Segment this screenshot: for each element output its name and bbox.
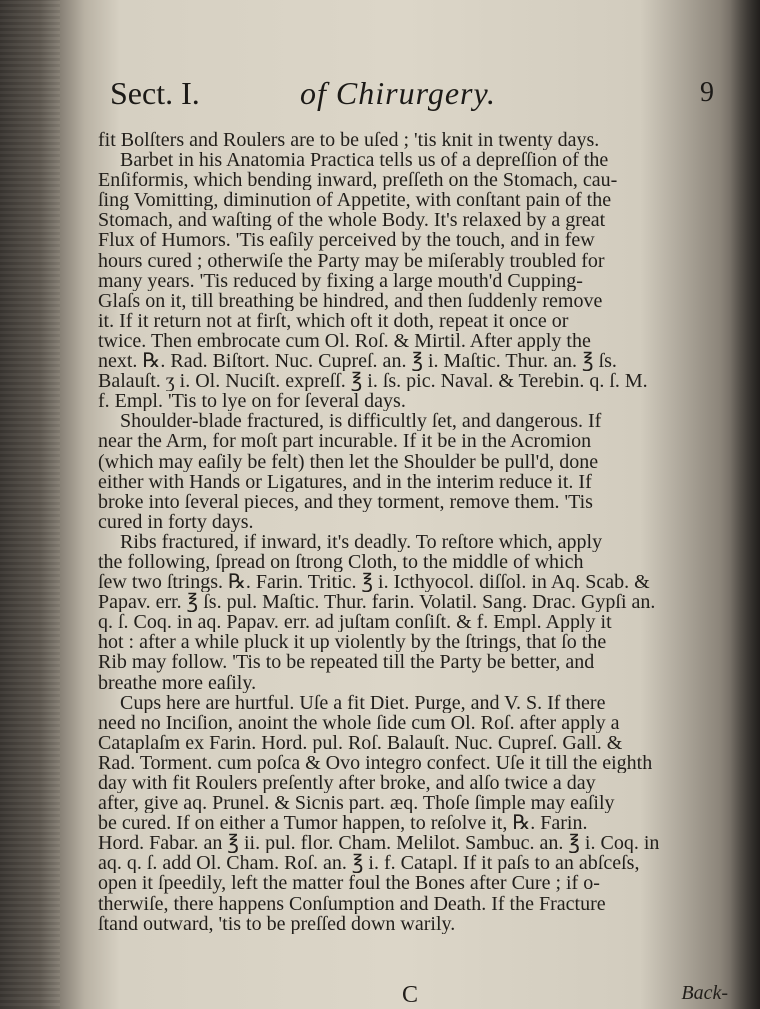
text-line: Rib may follow. 'Tis to be repeated till the Party be better, and <box>98 652 595 673</box>
text-line: therwiſe, there happens Conſumption and Death. If the Fracture <box>98 893 606 914</box>
section-heading: Sect. I. <box>110 75 200 111</box>
text-line: breathe more eaſily. <box>98 672 257 693</box>
text-line: fit Bolſters and Roulers are to be uſed ; 'tis knit in twenty days. <box>98 130 600 151</box>
text-line: ſtand outward, 'tis to be preſſed down warily. <box>98 913 456 934</box>
signature-mark: C <box>402 982 419 1008</box>
text-line: twice. Then embrocate cum Ol. Roſ. & Mirtil. After apply the <box>98 330 591 352</box>
text-line: day with fit Roulers preſently after broke, and alſo twice a day <box>98 773 596 794</box>
text-line: be cured. If on either a Tumor happen, to reſolve it, ℞. Farin. <box>98 813 588 834</box>
running-header <box>110 75 714 117</box>
text-line: Cataplaſm ex Farin. Hord. pul. Roſ. Balauſt. Nuc. Cupreſ. Gall. & <box>98 732 623 753</box>
text-line: near the Arm, for moſt part incurable. If it be in the Acromion <box>98 431 592 452</box>
catchword: Back- <box>681 982 728 1004</box>
text-line: cured in forty days. <box>98 511 254 532</box>
page-number: 9 <box>700 77 714 108</box>
text-line: Rad. Torment. cum poſca & Ovo integro confect. Uſe it till the eighth <box>98 752 653 773</box>
text-line: Papav. err. ℥ ſs. pul. Maſtic. Thur. farin. Volatil. Sang. Drac. Gypſi an. <box>98 592 656 613</box>
text-line: after, give aq. Prunel. & Sicnis part. æq. Thoſe ſimple may eaſily <box>98 793 615 814</box>
page <box>62 70 732 1008</box>
text-line: hot : after a while pluck it up violently by the ſtrings, that ſo the <box>98 632 607 653</box>
text-line: Cups here are hurtful. Uſe a fit Diet. Purge, and V. S. If there <box>120 692 606 713</box>
text-line: Flux of Humors. 'Tis eaſily perceived by the touch, and in few <box>98 230 595 251</box>
text-line: (which may eaſily be felt) then let the Shoulder be pull'd, done <box>98 451 599 472</box>
text-line: hours cured ; otherwiſe the Party may be miſerably troubled for <box>98 250 605 271</box>
text-line: Balauſt. ʒ i. Ol. Nuciſt. expreſſ. ℥ i. ſs. pic. Naval. & Terebin. q. ſ. M. <box>98 371 648 392</box>
text-line: the following, ſpread on ſtrong Cloth, to the middle of which <box>98 551 584 573</box>
body-text <box>98 130 734 934</box>
text-line: Glaſs on it, till breathing be hindred, and then ſuddenly remove <box>98 290 603 311</box>
page-title: of Chirurgery. <box>300 75 496 111</box>
text-line: Hord. Fabar. an ℥ ii. pul. flor. Cham. Melilot. Sambuc. an. ℥ i. Coq. in <box>98 833 660 854</box>
text-line: next. ℞. Rad. Biſtort. Nuc. Cupreſ. an. ℥ i. Maſtic. Thur. an. ℥ ſs. <box>98 351 617 372</box>
text-line: Stomach, and waſting of the whole Body. It's relaxed by a great <box>98 210 606 231</box>
text-line: ſing Vomitting, diminution of Appetite, with conſtant pain of the <box>98 190 612 211</box>
text-line: q. ſ. Coq. in aq. Papav. err. ad juſtam conſiſt. & f. Empl. Apply it <box>98 612 612 633</box>
text-line: f. Empl. 'Tis to lye on for ſeveral days. <box>98 391 406 412</box>
text-line: need no Inciſion, anoint the whole ſide cum Ol. Roſ. after apply a <box>98 712 620 733</box>
text-line: Barbet in his Anatomia Practica tells us of a depreſſion of the <box>120 150 609 171</box>
page-edge-shadow <box>730 0 760 1009</box>
text-line: either with Hands or Ligatures, and in the interim reduce it. If <box>98 471 592 492</box>
text-line: Enſiformis, which bending inward, preſſeth on the Stomach, cau- <box>98 170 618 191</box>
text-line: many years. 'Tis reduced by fixing a large mouth'd Cupping- <box>98 270 583 291</box>
text-line: it. If it return not at firſt, which oft it doth, repeat it once or <box>98 310 569 331</box>
text-line: ſew two ſtrings. ℞. Farin. Tritic. ℥ i. Icthyocol. diſſol. in Aq. Scab. & <box>98 572 650 593</box>
text-line: open it ſpeedily, left the matter foul the Bones after Cure ; if o- <box>98 873 600 894</box>
text-line: aq. q. ſ. add Ol. Cham. Roſ. an. ℥ i. f. Catapl. If it paſs to an abſceſs, <box>98 853 640 874</box>
text-line: Ribs fractured, if inward, it's deadly. To reſtore which, apply <box>120 531 603 552</box>
book-gutter <box>0 0 60 1009</box>
text-line: broke into ſeveral pieces, and they torment, remove them. 'Tis <box>98 491 593 512</box>
text-line: Shoulder-blade fractured, is difficultly ſet, and dangerous. If <box>120 411 602 432</box>
